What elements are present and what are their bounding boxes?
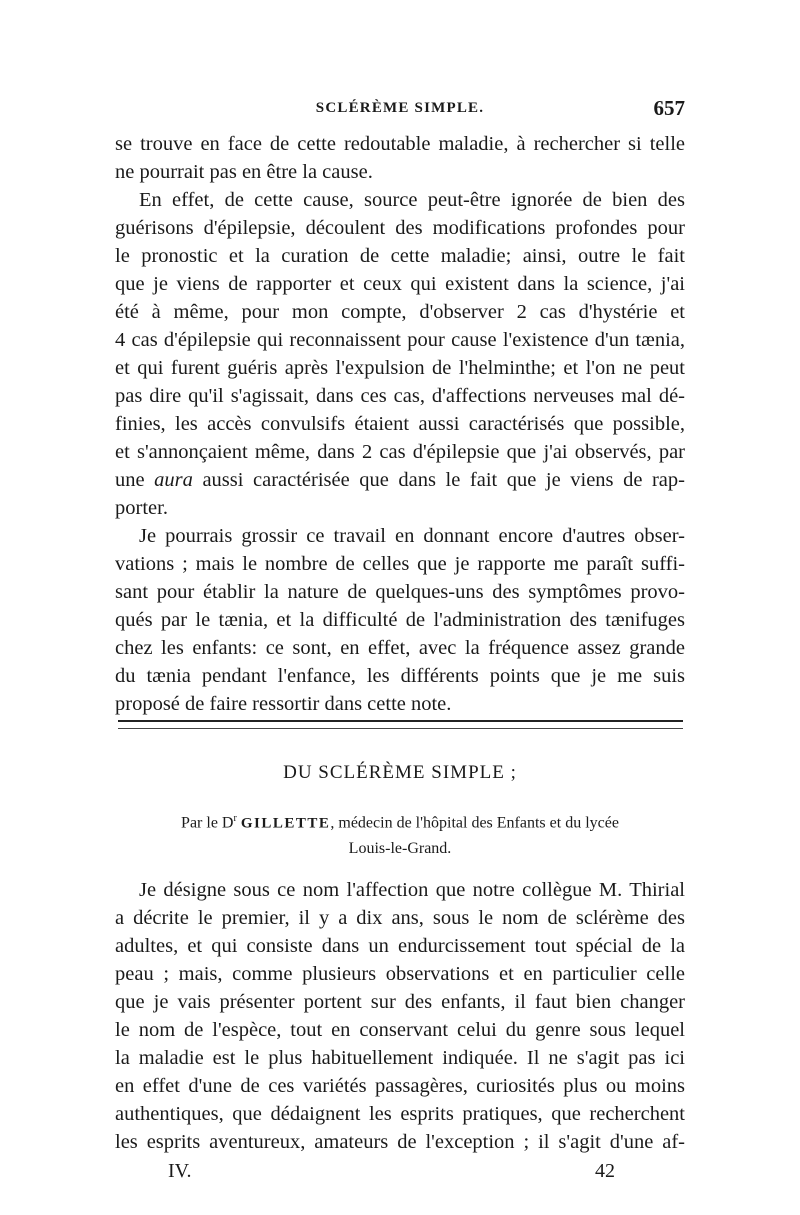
text-line: et s'annonçaient même, dans 2 cas d'épilepsie que j'ai observés, par <box>115 441 685 463</box>
sheet-number: 42 <box>595 1160 615 1182</box>
text-line: porter. <box>115 497 168 519</box>
section-divider <box>118 720 683 729</box>
text-line: a décrite le premier, il y a dix ans, sous le nom de sclérème des <box>115 907 685 929</box>
text-line: vations ; mais le nombre de celles que je rapporte me paraît suffi- <box>115 553 685 575</box>
text-line: peau ; mais, comme plusieurs observations et en particulier celle <box>115 963 685 985</box>
text-line-with-italic <box>115 466 685 494</box>
italic-term-aura: aura <box>154 469 193 491</box>
text-line: été à même, pour mon compte, d'observer 2 cas d'hystérie et <box>115 301 685 323</box>
text-line: et qui furent guéris après l'expulsion de l'helminthe; et l'on ne peut <box>115 357 685 379</box>
text-line: la maladie est le plus habituellement indiquée. Il ne s'agit pas ici <box>115 1047 685 1069</box>
byline-line-1 <box>115 806 685 836</box>
text-line: le pronostic et la curation de cette maladie; ainsi, outre le fait <box>115 245 685 267</box>
text-line: adultes, et qui consiste dans un endurcissement tout spécial de la <box>115 935 685 957</box>
byline-suffix: , médecin de l'hôpital des Enfants et du lycée <box>330 814 619 832</box>
text-line: se trouve en face de cette redoutable maladie, à rechercher si telle <box>115 133 685 155</box>
text-line: En effet, de cette cause, source peut-être ignorée de bien des <box>139 189 685 211</box>
byline-line-2: Louis-le-Grand. <box>348 840 452 858</box>
text-span: aussi caractérisée que dans le fait que je viens de rap- <box>192 469 685 491</box>
text-line: Je pourrais grossir ce travail en donnant encore d'autres obser- <box>139 525 685 547</box>
text-line: 4 cas d'épilepsie qui reconnaissent pour cause l'existence d'un tænia, <box>115 329 685 351</box>
signature-mark: IV. <box>168 1160 192 1182</box>
text-line: guérisons d'épilepsie, découlent des modifications profondes pour <box>115 217 685 239</box>
byline-prefix: Par le D <box>181 814 234 832</box>
article-title: DU SCLÉRÈME SIMPLE ; <box>283 762 517 783</box>
text-line: finies, les accès convulsifs étaient aussi caractérisés que possible, <box>115 413 685 435</box>
text-line: les esprits aventureux, amateurs de l'exception ; il s'agit d'une af- <box>115 1131 685 1153</box>
text-line: du tænia pendant l'enfance, les différents points que je me suis <box>115 665 685 687</box>
text-line: chez les enfants: ce sont, en effet, avec la fréquence assez grande <box>115 637 685 659</box>
byline-sup: r <box>233 813 237 824</box>
running-head <box>115 96 685 126</box>
byline <box>115 806 685 862</box>
text-line: le nom de l'espèce, tout en conservant celui du genre sous lequel <box>115 1019 685 1041</box>
text-line: qués par le tænia, et la difficulté de l'administration des tænifuges <box>115 609 685 631</box>
text-line: en effet d'une de ces variétés passagères, curiosités plus ou moins <box>115 1075 685 1097</box>
text-line: proposé de faire ressortir dans cette note. <box>115 693 452 715</box>
page-number: 657 <box>653 96 685 120</box>
running-title: SCLÉRÈME SIMPLE. <box>315 100 485 116</box>
text-span: une <box>115 469 155 491</box>
text-line: que je viens de rapporter et ceux qui existent dans la science, j'ai <box>115 273 685 295</box>
text-line: que je vais présenter portent sur des enfants, il faut bien changer <box>115 991 685 1013</box>
text-line: Je désigne sous ce nom l'affection que notre collègue M. Thirial <box>139 879 685 901</box>
text-line: sant pour établir la nature de quelques-uns des symptômes provo- <box>115 581 685 603</box>
text-line: ne pourrait pas en être la cause. <box>115 161 373 183</box>
text-line: pas dire qu'il s'agissait, dans ces cas, d'affections nerveuses mal dé- <box>115 385 685 407</box>
text-line: authentiques, que dédaignent les esprits pratiques, que recherchent <box>115 1103 685 1125</box>
author-name: GILLETTE <box>240 815 331 832</box>
